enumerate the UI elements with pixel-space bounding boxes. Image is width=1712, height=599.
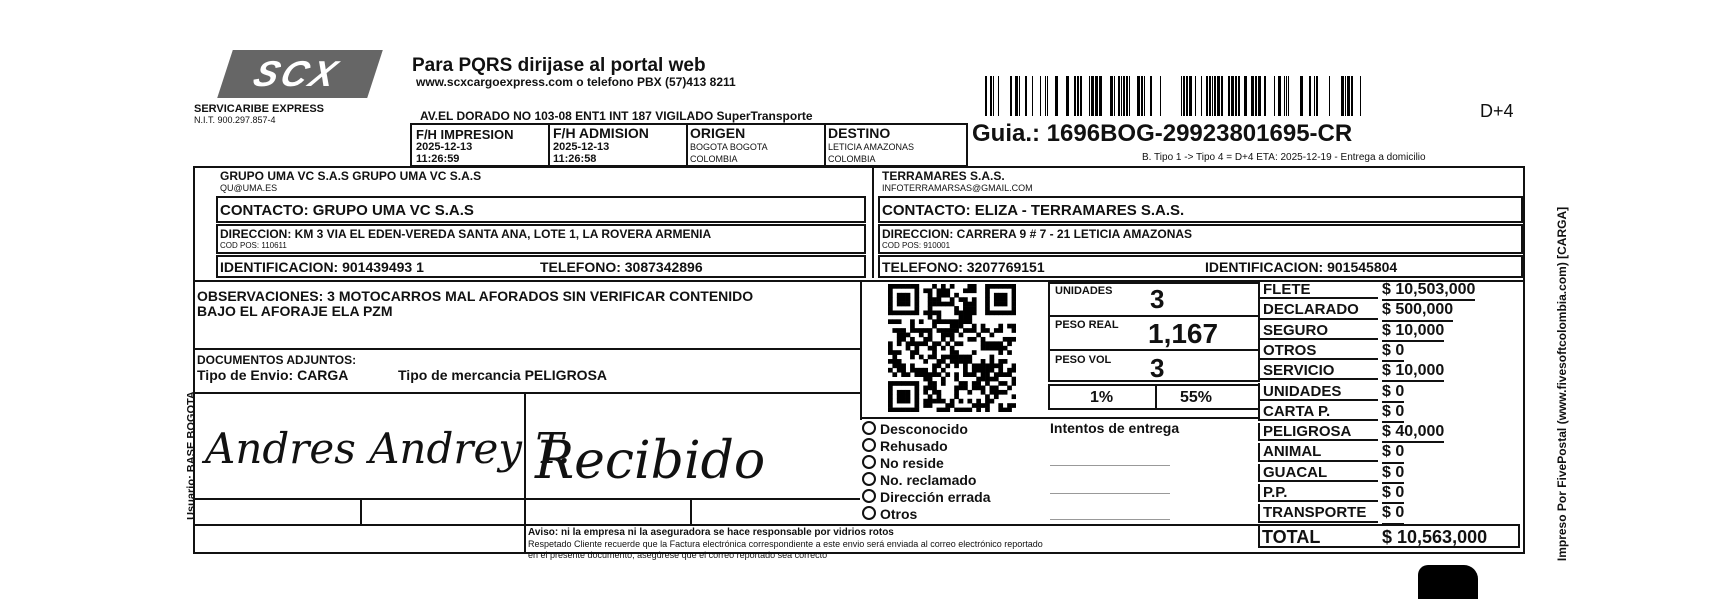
radio-circle-icon[interactable] [862, 506, 876, 520]
charge-value: $ 500,000 [1382, 301, 1453, 321]
eta-line: B. Tipo 1 -> Tipo 4 = D+4 ETA: 2025-12-19 - Entrega a domicilio [1142, 152, 1426, 163]
status-option-label: Dirección errada [880, 489, 991, 505]
charge-label: FLETE [1258, 281, 1378, 299]
charge-row [1258, 322, 1520, 342]
receiver-phone: TELEFONO: 3207769151 [882, 259, 1045, 275]
unidades-label: UNIDADES [1055, 285, 1113, 297]
status-option[interactable] [862, 438, 948, 454]
charge-value: $ 0 [1382, 443, 1404, 463]
mercancia-type: Tipo de mercancia PELIGROSA [398, 367, 608, 383]
charge-value: $ 40,000 [1382, 423, 1444, 443]
signature-receiver: Recibido [535, 431, 766, 491]
receiver-email: INFOTERRAMARSAS@GMAIL.COM [882, 183, 1033, 193]
charge-value: $ 0 [1382, 484, 1404, 504]
company-name: SERVICARIBE EXPRESS [194, 103, 325, 115]
charge-value: $ 10,503,000 [1382, 281, 1475, 301]
charge-label: DECLARADO [1258, 301, 1378, 319]
charge-label: P.P. [1258, 484, 1378, 502]
footer-line3: en el presente documento, asegúrese que el correo reportado sea correcto [528, 550, 828, 560]
guia-number: Guia.: 1696BOG-29923801695-CR [972, 120, 1353, 147]
side-print-note: Impreso Por FivePostal (www.fivesoftcolombia.com) [CARGA] [1555, 206, 1569, 562]
charge-label: OTROS [1258, 342, 1378, 360]
status-option[interactable] [862, 489, 991, 505]
intentos-label: Intentos de entrega [1050, 420, 1180, 436]
status-option-label: No reside [880, 455, 944, 471]
total-label: TOTAL [1262, 527, 1321, 547]
status-option[interactable] [862, 472, 976, 488]
receiver-contact: CONTACTO: ELIZA - TERRAMARES S.A.S. [882, 202, 1185, 219]
sender-postal: COD POS: 110611 [220, 241, 287, 250]
receiver-name: TERRAMARES S.A.S. [882, 169, 1005, 183]
documents-label: DOCUMENTOS ADJUNTOS: [197, 353, 357, 367]
company-nit: N.I.T. 900.297.857-4 [194, 115, 276, 125]
status-option-label: Otros [880, 506, 918, 522]
charge-row [1258, 484, 1520, 504]
delivery-code: D+4 [1480, 101, 1514, 121]
charge-row [1258, 403, 1520, 423]
receiver-id: IDENTIFICACION: 901545804 [1205, 259, 1398, 275]
charge-value: $ 0 [1382, 342, 1404, 362]
receiver-postal: COD POS: 910001 [882, 241, 951, 250]
status-option-label: Rehusado [880, 438, 948, 454]
status-option-label: Desconocido [880, 421, 968, 437]
radio-circle-icon[interactable] [862, 489, 876, 503]
charge-label: SEGURO [1258, 322, 1378, 340]
charge-row [1258, 423, 1520, 443]
charge-label: ANIMAL [1258, 443, 1378, 461]
charge-row [1258, 301, 1520, 321]
footer-line2: Respetado Cliente recuerde que la Factura electrónica correspondiente a este envio será enviada al correo electrónico reportado [528, 539, 1043, 549]
sender-id: IDENTIFICACION: 901439493 1 [220, 259, 424, 275]
sender-email: QU@UMA.ES [220, 183, 278, 193]
peso-vol-value: 3 [1150, 353, 1165, 383]
status-option[interactable] [862, 421, 968, 437]
charge-row [1258, 342, 1520, 362]
charge-row [1258, 504, 1520, 524]
observations-line2: BAJO EL AFORAJE ELA PZM [197, 303, 393, 319]
radio-circle-icon[interactable] [862, 438, 876, 452]
barcode [985, 76, 1365, 116]
charge-row [1258, 443, 1520, 463]
charge-row [1258, 464, 1520, 484]
sender-address: DIRECCION: KM 3 VIA EL EDEN-VEREDA SANTA ANA, LOTE 1, LA ROVERA ARMENIA [220, 227, 712, 241]
signature-sender: Andres Andrey T. [205, 424, 571, 473]
usuario-label: Usuario: BASE BOGOTA [185, 391, 198, 520]
pqrs-title: Para PQRS dirijase al portal web [412, 55, 706, 76]
charge-value: $ 0 [1382, 504, 1404, 524]
footer-aviso: Aviso: ni la empresa ni la aseguradora se hace responsable por vidrios rotos [528, 527, 894, 538]
sender-name: GRUPO UMA VC S.A.S GRUPO UMA VC S.A.S [220, 169, 482, 183]
observations-line1: OBSERVACIONES: 3 MOTOCARROS MAL AFORADOS SIN VERIFICAR CONTENIDO [197, 288, 754, 304]
charge-row [1258, 383, 1520, 403]
charge-row [1258, 281, 1520, 301]
total-value: $ 10,563,000 [1382, 527, 1488, 547]
pct-two: 55% [1180, 389, 1213, 406]
charge-label: UNIDADES [1258, 383, 1378, 401]
unidades-value: 3 [1150, 284, 1165, 314]
status-option[interactable] [862, 455, 944, 471]
charge-label: GUACAL [1258, 464, 1378, 482]
radio-circle-icon[interactable] [862, 472, 876, 486]
qr-code [888, 284, 1016, 412]
charge-value: $ 0 [1382, 403, 1404, 423]
charge-row [1258, 362, 1520, 382]
charge-label: PELIGROSA [1258, 423, 1378, 441]
peso-vol-label: PESO VOL [1055, 354, 1112, 366]
ink-smudge [1418, 565, 1478, 599]
company-address: AV.EL DORADO NO 103-08 ENT1 INT 187 VIGILADO SuperTransporte [420, 109, 813, 123]
status-option[interactable] [862, 506, 917, 522]
charge-label: CARTA P. [1258, 403, 1378, 421]
charge-value: $ 0 [1382, 464, 1404, 484]
company-logo: SCX [217, 50, 383, 98]
sender-phone: TELEFONO: 3087342896 [540, 259, 703, 275]
sender-contact: CONTACTO: GRUPO UMA VC S.A.S [220, 202, 474, 219]
pct-one: 1% [1090, 389, 1114, 406]
peso-real-value: 1,167 [1148, 318, 1219, 349]
charge-label: TRANSPORTE [1258, 504, 1378, 522]
charge-value: $ 0 [1382, 383, 1404, 403]
receiver-address: DIRECCION: CARRERA 9 # 7 - 21 LETICIA AMAZONAS [882, 227, 1193, 241]
charge-label: SERVICIO [1258, 362, 1378, 380]
charge-value: $ 10,000 [1382, 322, 1444, 342]
charge-value: $ 10,000 [1382, 362, 1444, 382]
radio-circle-icon[interactable] [862, 455, 876, 469]
radio-circle-icon[interactable] [862, 421, 876, 435]
pqrs-subtitle: www.scxcargoexpress.com o telefono PBX (57)413 8211 [416, 75, 736, 89]
peso-real-label: PESO REAL [1055, 319, 1119, 331]
envio-type: Tipo de Envio: CARGA [197, 367, 349, 383]
status-option-label: No. reclamado [880, 472, 977, 488]
